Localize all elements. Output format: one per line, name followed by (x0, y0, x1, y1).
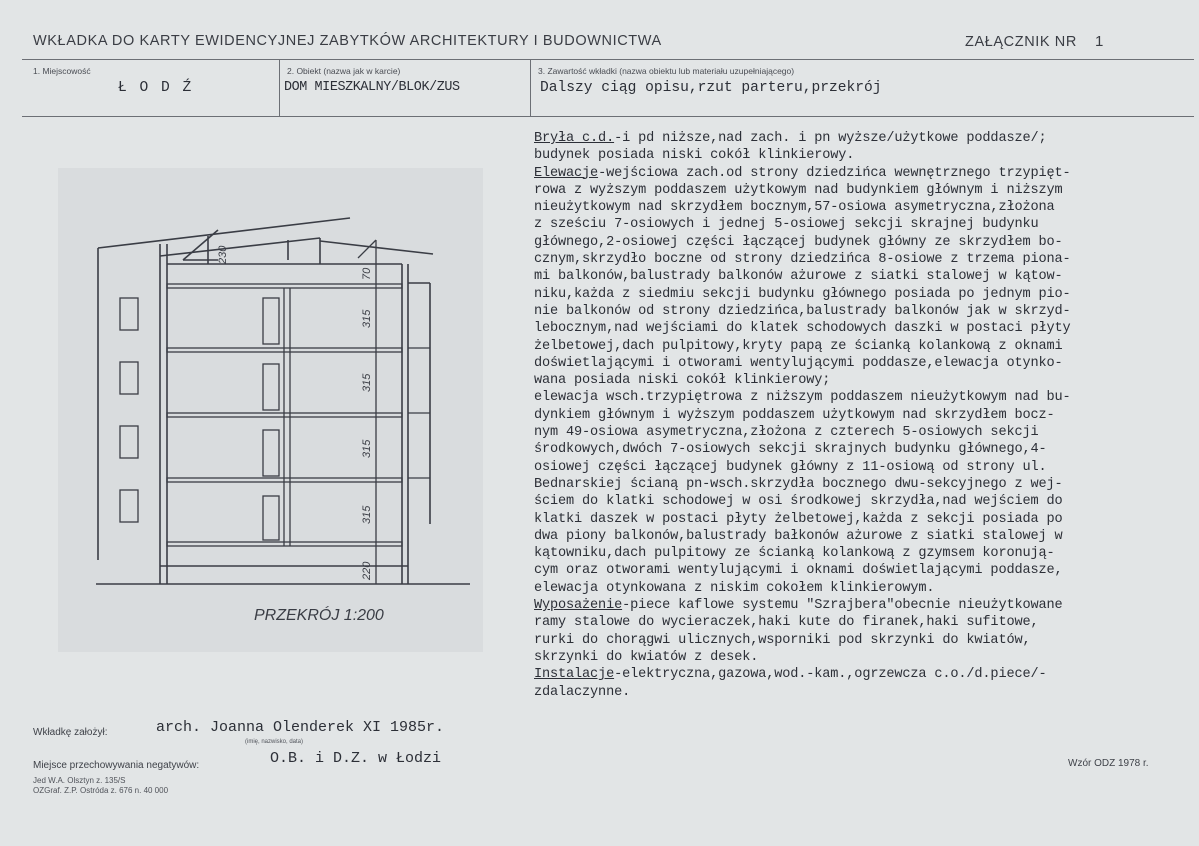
description-line-text: ściem do klatki schodowej w osi środkowej skrzydła,nad wejściem do (534, 494, 1063, 510)
description-line-text: budynek posiada niski cokół klinkierowy. (534, 148, 855, 164)
description-line-text: zdalaczynne. (534, 684, 631, 700)
description-line (534, 286, 1194, 303)
contents-label: 3. Zawartość wkładki (nazwa obiektu lub materiału uzupełniającego) (538, 66, 795, 76)
dimension-label-5: 315 (361, 439, 373, 458)
description-line (534, 303, 1194, 320)
object-value: DOM MIESZKALNY/BLOK/ZUS (284, 80, 460, 95)
description-line-text: doświetlającymi i otworami wentylującymi poddasze,elewacja otynko- (534, 355, 1063, 371)
description-line-text: -wejściowa zach.od strony dziedzińca wewnętrznego trzypięt- (598, 165, 1071, 181)
description-line (534, 649, 1194, 666)
description-line (534, 268, 1194, 285)
description-line-text: mi balkonów,balustrady balkonów ażurowe z siatki stalowej w kątow- (534, 269, 1063, 285)
description-line (534, 234, 1194, 251)
description-line-text: osiowej części łączącej budynek główny z 11-osiową od strony ul. (534, 459, 1047, 475)
description-line (534, 130, 1194, 147)
description-line (534, 493, 1194, 510)
description-line-text: żelbetowej,dach pulpitowy,kryty papą ze ścianką kolankową z oknami (534, 338, 1063, 354)
dimension-label-3: 315 (361, 309, 373, 328)
dimension-label-1: 230 (217, 245, 229, 264)
description-line-text: dwa piony balkonów,balustrady bałkonów ażurowe z siatki stalowej w (534, 528, 1063, 544)
print-info-line2: OZGraf. Z.P. Ostróda z. 676 n. 40 000 (33, 786, 169, 795)
dimension-label-7: 220 (361, 561, 373, 580)
description-line (534, 424, 1194, 441)
negatives-value: O.B. i D.Z. w Łodzi (270, 750, 442, 767)
description-line (534, 165, 1194, 182)
form-title: WKŁADKA DO KARTY EWIDENCYJNEJ ZABYTKÓW ARCHITEKTURY I BUDOWNICTWA (33, 33, 662, 49)
description-line (534, 199, 1194, 216)
compiled-by-label: Wkładkę założył: (33, 727, 108, 738)
header-divider-1 (279, 59, 280, 117)
header-rule-top (22, 59, 1194, 60)
description-line (534, 182, 1194, 199)
description-line (534, 147, 1194, 164)
negatives-label: Miejsce przechowywania negatywów: (33, 760, 200, 771)
description-line-text: nym 49-osiowa asymetryczna,złożona z czterech 5-osiowych sekcji (534, 425, 1039, 441)
contents-value: Dalszy ciąg opisu,rzut parteru,przekrój (540, 80, 882, 96)
description-line-text: -i pd niższe,nad zach. i pn wyższe/użytkowe poddasze/; (614, 131, 1047, 146)
description-line (534, 407, 1194, 424)
annex-number: 1 (1094, 33, 1104, 50)
description-line-text: elewacja wsch.trzypiętrowa z niższym poddaszem nieużytkowym nad bu- (534, 390, 1071, 406)
description-line (534, 528, 1194, 545)
form-model: Wzór ODZ 1978 r. (1068, 758, 1149, 769)
description-line-text: środkowych,dwóch 7-osiowych sekcji skrajnych budynku głównego,4- (534, 442, 1047, 458)
drawing-caption: PRZEKRÓJ 1:200 (254, 607, 384, 624)
description-line (534, 562, 1194, 579)
dimension-label-4: 315 (361, 373, 373, 392)
description-line (534, 355, 1194, 372)
description-line (534, 372, 1194, 389)
description-line (534, 597, 1194, 614)
description-line (534, 216, 1194, 233)
description-line-text: nieużytkowym nad skrzydłem bocznym,57-osiowa asymetryczna,złożona (534, 200, 1055, 216)
description-line-text: -elektryczna,gazowa,wod.-kam.,ogrzewcza c.o./d.piece/- (614, 667, 1047, 683)
print-info-line1: Jed W.A. Olsztyn z. 135/S (33, 776, 126, 785)
compiled-by-value: arch. Joanna Olenderek XI 1985r. (156, 719, 445, 736)
description-text (534, 130, 1194, 701)
description-line (534, 666, 1194, 683)
description-line (534, 684, 1194, 701)
description-line-text: skrzynki do kwiatów z desek. (534, 649, 759, 665)
description-line (534, 632, 1194, 649)
description-line-text: nie balkonów od strony dziedzińca,balustrady balkonów jak w skrzyd- (534, 303, 1071, 319)
description-line-text: niku,każda z siedmiu sekcji budynku głównego posiada po jednym pio- (534, 286, 1071, 302)
description-line (534, 320, 1194, 337)
description-line (534, 389, 1194, 406)
description-line-text: Bednarskiej ścianą pn-wsch.skrzydła bocznego dwu-sekcyjnego z wej- (534, 476, 1063, 492)
description-line-text: klatki daszek w postaci płyty żelbetowej,każda z sekcji posiada po (534, 511, 1063, 527)
annex-label-text: ZAŁĄCZNIK NR (965, 34, 1077, 50)
description-line (534, 545, 1194, 562)
dimension-label-2: 70 (361, 267, 373, 280)
section-heading: Bryła c.d. (534, 131, 615, 146)
locality-label: 1. Miejscowość (33, 66, 91, 76)
description-line (534, 580, 1194, 597)
description-line-text: cym oraz otworami wentylującymi i oknami doświetlającymi poddasze, (534, 563, 1063, 579)
description-line-text: głównego,2-osiowej części łączącej budynek główny ze skrzydłem bo- (534, 234, 1063, 250)
description-line (534, 511, 1194, 528)
header-divider-2 (530, 59, 531, 117)
description-line-text: elewacja otynkowana z niskim cokołem klinkierowym. (534, 580, 935, 596)
compiled-by-hint: (imię, nazwisko, data) (245, 739, 304, 745)
description-line (534, 459, 1194, 476)
section-heading: Wyposażenie (534, 598, 623, 614)
description-line-text: -piece kaflowe systemu "Szrajbera"obecnie nieużytkowane (622, 598, 1063, 614)
description-line (534, 441, 1194, 458)
description-line-text: cznym,skrzydło boczne od strony dziedzińca 8-osiowe z trzema piona- (534, 252, 1071, 268)
section-heading: Instalacje (534, 667, 615, 683)
description-line-text: wana posiada niski cokół klinkierowy; (534, 373, 831, 389)
locality-value: Ł O D Ź (118, 80, 194, 96)
description-line-text: dynkiem głównym i wyższym poddaszem użytkowym nad skrzydłem bocz- (534, 407, 1055, 423)
description-line-text: ramy stalowe do wycieraczek,haki kute do firanek,haki sufitowe, (534, 615, 1039, 631)
cross-section-drawing (58, 168, 483, 652)
dimension-label-6: 315 (361, 505, 373, 524)
description-line-text: lebocznym,nad wejściami do klatek schodowych daszki w postaci płyty (534, 321, 1071, 337)
description-line (534, 476, 1194, 493)
description-line (534, 338, 1194, 355)
description-line (534, 614, 1194, 631)
section-heading: Elewacje (534, 165, 599, 181)
description-line-text: rurki do chorągwi ulicznych,wsporniki pod skrzynki do kwiatów, (534, 632, 1031, 648)
description-line-text: z sześciu 7-osiowych i jednej 5-osiowej sekcji skrajnej budynku (534, 217, 1039, 233)
object-label: 2. Obiekt (nazwa jak w karcie) (287, 66, 401, 76)
header-rule-bottom (22, 116, 1194, 117)
annex-label (965, 33, 1104, 50)
description-line (534, 251, 1194, 268)
description-line-text: rowa z wyższym poddaszem użytkowym nad budynkiem głównym i niższym (534, 182, 1063, 198)
description-line-text: kątowniku,dach pulpitowy ze ścianką kolankową z gzymsem koronują- (534, 546, 1055, 562)
